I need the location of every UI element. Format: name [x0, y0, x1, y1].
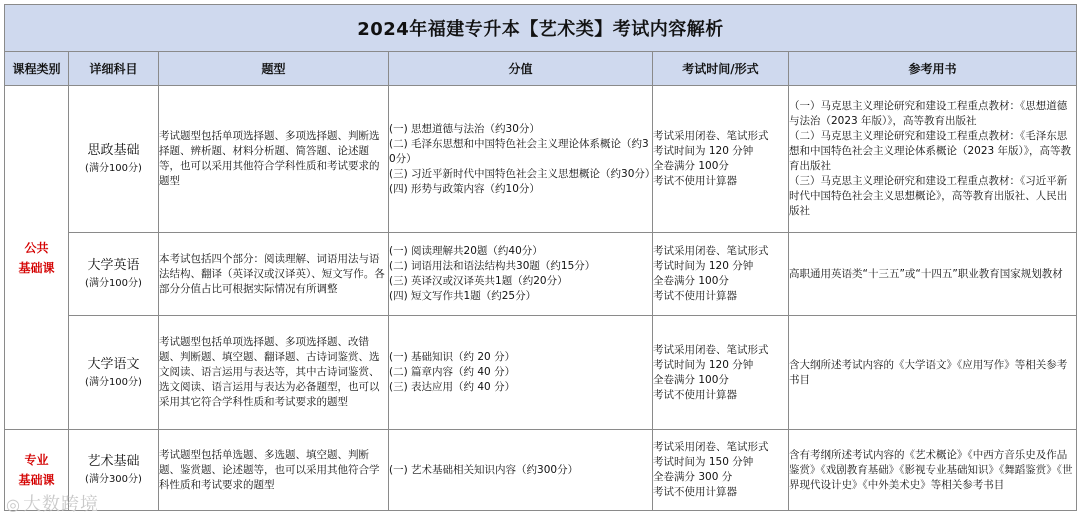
book-line: （三）马克思主义理论研究和建设工程重点教材：《习近平新时代中国特色社会主义思想概论》，高等教育出版社、人民出版社 — [789, 175, 1068, 217]
table-row — [5, 430, 1077, 511]
question-types-text: 考试题型包括单选题、多选题、填空题、判断题、鉴赏题、论述题等，也可以采用其他符合学科性质和考试要求的题型 — [159, 448, 380, 491]
exam-format-cell — [653, 316, 789, 430]
header-row — [5, 52, 1077, 86]
category-label: 基础课 — [18, 473, 55, 487]
category-label: 公共 — [24, 240, 49, 255]
exam-line: 考试时间为 120 分钟 — [653, 145, 754, 157]
subject-name: 艺术基础 — [87, 454, 140, 469]
exam-line: 全卷满分 100分 — [653, 275, 729, 287]
subject-name: 思政基础 — [87, 143, 140, 158]
category-label: 基础课 — [18, 260, 55, 275]
exam-format-cell — [653, 86, 789, 233]
exam-format-cell — [653, 430, 789, 511]
score-line: (三) 表达应用（约 40 分） — [389, 381, 516, 393]
table-row — [5, 316, 1077, 430]
full-score: (满分100分) — [85, 163, 142, 174]
exam-line: 全卷满分 300 分 — [653, 471, 733, 483]
exam-line: 考试时间为 120 分钟 — [653, 260, 754, 272]
reference-books-cell — [789, 86, 1077, 233]
question-types-text: 本考试包括四个部分：阅读理解、词语用法与语法结构、翻译（英译汉或汉译英）、短文写作。各部分分值占比可根据实际情况有所调整 — [159, 252, 385, 295]
question-types-cell — [159, 316, 389, 430]
exam-line: 考试采用闭卷、笔试形式 — [653, 245, 769, 257]
exam-line: 考试不使用计算器 — [653, 175, 737, 187]
table-row — [5, 86, 1077, 233]
exam-line: 考试时间为 120 分钟 — [653, 358, 754, 371]
score-line: (四) 短文写作共1题（约25分） — [389, 290, 537, 302]
reference-books-cell — [789, 233, 1077, 316]
score-cell — [389, 86, 656, 233]
question-types-cell — [159, 86, 389, 233]
watermark-logo-icon: ◎ — [6, 495, 21, 514]
column-header-exam-format: 考试时间/形式 — [653, 52, 789, 86]
category-label: 专业 — [24, 453, 49, 467]
full-score: (满分100分) — [85, 278, 142, 289]
score-line: (一) 艺术基础相关知识内容（约300分） — [389, 463, 579, 476]
score-line: (三) 习近平新时代中国特色社会主义思想概论（约30分） — [389, 167, 656, 180]
column-header-category: 课程类别 — [5, 52, 69, 86]
subject-cell — [69, 86, 159, 233]
score-line: (一) 阅读理解共20题（约40分） — [389, 245, 543, 257]
subject-name: 大学英语 — [87, 258, 140, 273]
question-types-text: 考试题型包括单项选择题、多项选择题、判断选择题、辨析题、材料分析题、简答题、论述题等，也可以采用其他符合学科性质和考试要求的题型 — [159, 130, 380, 187]
exam-line: 考试不使用计算器 — [653, 290, 737, 302]
exam-line: 考试采用闭卷、笔试形式 — [653, 343, 769, 356]
exam-format-cell — [653, 233, 789, 316]
exam-line: 全卷满分 100分 — [653, 373, 729, 386]
table-row — [5, 233, 1077, 316]
exam-line: 考试采用闭卷、笔试形式 — [653, 441, 769, 453]
page-title: 2024年福建专升本【艺术类】考试内容解析 — [5, 5, 1077, 52]
question-types-cell — [159, 430, 389, 511]
score-line: (二) 词语用法和语法结构共30题（约15分） — [389, 260, 596, 272]
category-public-cell — [5, 86, 69, 430]
book-line: （一）马克思主义理论研究和建设工程重点教材：《思想道德与法治（2023 年版）》，高等教育出版社 — [789, 100, 1068, 127]
subject-cell — [69, 316, 159, 430]
question-types-cell — [159, 233, 389, 316]
exam-line: 考试不使用计算器 — [653, 486, 737, 498]
book-line: 含大纲所述考试内容的《大学语文》《应用写作》等相关参考书目 — [789, 358, 1068, 386]
column-header-question-types: 题型 — [159, 52, 389, 86]
score-line: (一) 基础知识（约 20 分） — [389, 351, 516, 363]
column-header-subject: 详细科目 — [69, 52, 159, 86]
exam-line: 考试不使用计算器 — [653, 388, 737, 401]
question-types-text: 考试题型包括单项选择题、多项选择题、改错题、判断题、填空题、翻译题、古诗词鉴赏、选文阅读、语言运用与表达等，其中古诗词鉴赏、选文阅读、语言运用与表达为必备题型，也可以采用其它符合学科性质和考试要求的题型 — [159, 336, 380, 408]
watermark-text: 大数跨境 — [22, 494, 99, 515]
column-header-reference-books: 参考用书 — [789, 52, 1077, 86]
watermark — [6, 490, 99, 516]
score-line: (四) 形势与政策内容（约10分） — [389, 182, 540, 195]
reference-books-cell — [789, 316, 1077, 430]
exam-line: 全卷满分 100分 — [653, 160, 729, 172]
reference-books-cell — [789, 430, 1077, 511]
exam-line: 考试采用闭卷、笔试形式 — [653, 130, 769, 142]
score-cell — [389, 430, 653, 511]
score-line: (二) 篇章内容（约 40 分） — [389, 366, 516, 378]
subject-cell — [69, 233, 159, 316]
book-line: 高职通用英语类“十三五”或“十四五”职业教育国家规划教材 — [789, 267, 1063, 280]
full-score: (满分300分) — [85, 474, 142, 485]
score-cell — [389, 316, 653, 430]
book-line: （二）马克思主义理论研究和建设工程重点教材：《毛泽东思想和中国特色社会主义理论体系概论（2023 年版）》，高等教育出版社 — [789, 130, 1072, 172]
book-line: 含有考纲所述考试内容的《艺术概论》《中西方音乐史及作品鉴赏》《戏剧教育基础》《影视专业基础知识》《舞蹈鉴赏》《世界现代设计史》《中外美术史》等相关参考书目 — [789, 448, 1073, 491]
score-line: (三) 英译汉或汉译英共1题（约20分） — [389, 275, 568, 287]
exam-line: 考试时间为 150 分钟 — [653, 456, 754, 468]
full-score: (满分100分) — [85, 376, 142, 388]
score-cell — [389, 233, 653, 316]
score-line: (二) 毛泽东思想和中国特色社会主义理论体系概论（约30分） — [389, 137, 649, 165]
subject-name: 大学语文 — [87, 356, 140, 372]
score-line: (一) 思想道德与法治（约30分） — [389, 122, 540, 135]
column-header-score: 分值 — [389, 52, 653, 86]
exam-content-table — [4, 4, 1077, 511]
